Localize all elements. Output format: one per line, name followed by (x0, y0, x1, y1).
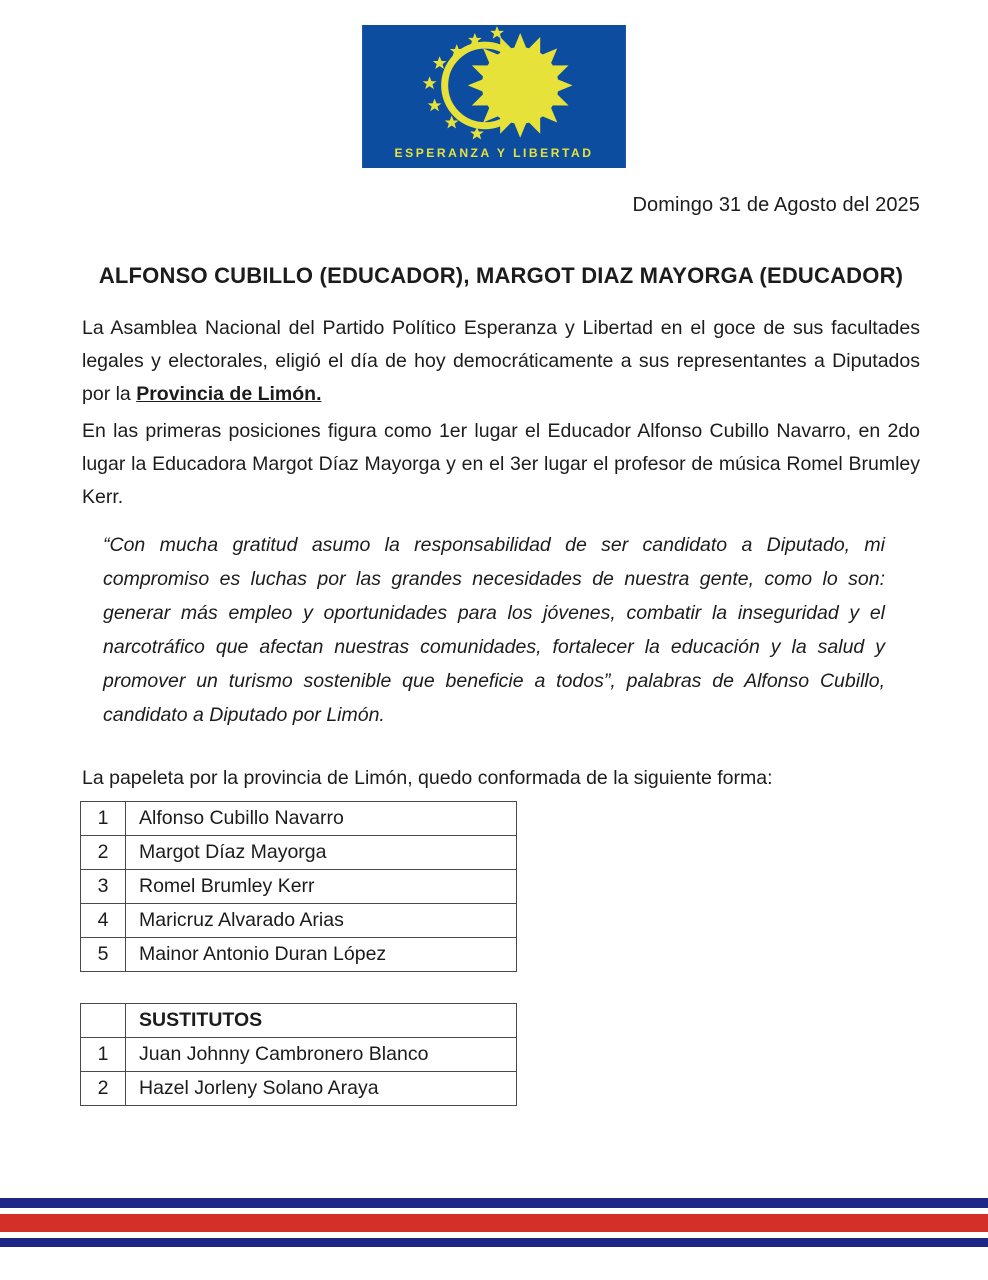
candidate-number: 1 (81, 802, 126, 836)
table-row (81, 836, 517, 870)
body-text (82, 312, 920, 790)
substitutes-table (80, 1003, 517, 1106)
candidates-table (80, 801, 517, 972)
footer-stripe-blue-top (0, 1198, 988, 1208)
candidate-name: Mainor Antonio Duran López (126, 938, 517, 972)
table-row (81, 870, 517, 904)
candidate-number: 3 (81, 870, 126, 904)
table-row (81, 802, 517, 836)
substitute-number: 1 (81, 1038, 126, 1072)
candidate-name: Alfonso Cubillo Navarro (126, 802, 517, 836)
papeleta-intro: La papeleta por la provincia de Limón, quedo conformada de la siguiente forma: (82, 767, 773, 789)
party-logo (0, 25, 988, 168)
candidate-number: 2 (81, 836, 126, 870)
substitute-name: Hazel Jorleny Solano Araya (126, 1072, 517, 1106)
province-emphasis: Provincia de Limón. (136, 383, 322, 405)
substitute-number: 2 (81, 1072, 126, 1106)
empty-header-cell (81, 1004, 126, 1038)
table-row (81, 1038, 517, 1072)
document-body (82, 168, 920, 1106)
substitutes-header: SUSTITUTOS (126, 1004, 517, 1038)
footer-stripe-red (0, 1214, 988, 1232)
table-row (81, 1072, 517, 1106)
page-title: ALFONSO CUBILLO (EDUCADOR), MARGOT DIAZ MAYORGA (EDUCADOR) (98, 263, 904, 288)
paragraph-1 (82, 312, 920, 411)
table-header-row (81, 1004, 517, 1038)
candidate-name: Maricruz Alvarado Arias (126, 904, 517, 938)
candidate-number: 5 (81, 938, 126, 972)
party-name-text: ESPERANZA Y LIBERTAD (394, 145, 594, 160)
date-line: Domingo 31 de Agosto del 2025 (632, 194, 920, 216)
candidate-name: Margot Díaz Mayorga (126, 836, 517, 870)
paragraph-2: En las primeras posiciones figura como 1er lugar el Educador Alfonso Cubillo Navarro, en 2do lugar la Educadora Margot Díaz Mayorga y en el 3er lugar el profesor de música Romel Brumley Kerr. (82, 420, 920, 508)
substitute-name: Juan Johnny Cambronero Blanco (126, 1038, 517, 1072)
table-row (81, 904, 517, 938)
sun-icon (468, 33, 573, 138)
paragraph-1-text: La Asamblea Nacional del Partido Político Esperanza y Libertad en el goce de sus facultades legales y electorales, eligió el día de hoy democráticamente a sus representantes a Diputados por la (82, 317, 920, 405)
party-logo-image (362, 25, 626, 168)
candidate-number: 4 (81, 904, 126, 938)
table-row (81, 938, 517, 972)
footer-stripe-blue-bottom (0, 1238, 988, 1247)
candidate-name: Romel Brumley Kerr (126, 870, 517, 904)
candidate-quote: “Con mucha gratitud asumo la responsabilidad de ser candidato a Diputado, mi compromiso es luchas por las grandes necesidades de nuestra gente, como lo son: generar más empleo y oportunidades para los jóvenes, combatir la inseguridad y el narcotráfico que afectan nuestras comunidades, fortalecer la educación y la salud y promover un turismo sostenible que beneficie a todos”, palabras de Alfonso Cubillo, candidato a Diputado por Limón. (103, 534, 885, 726)
